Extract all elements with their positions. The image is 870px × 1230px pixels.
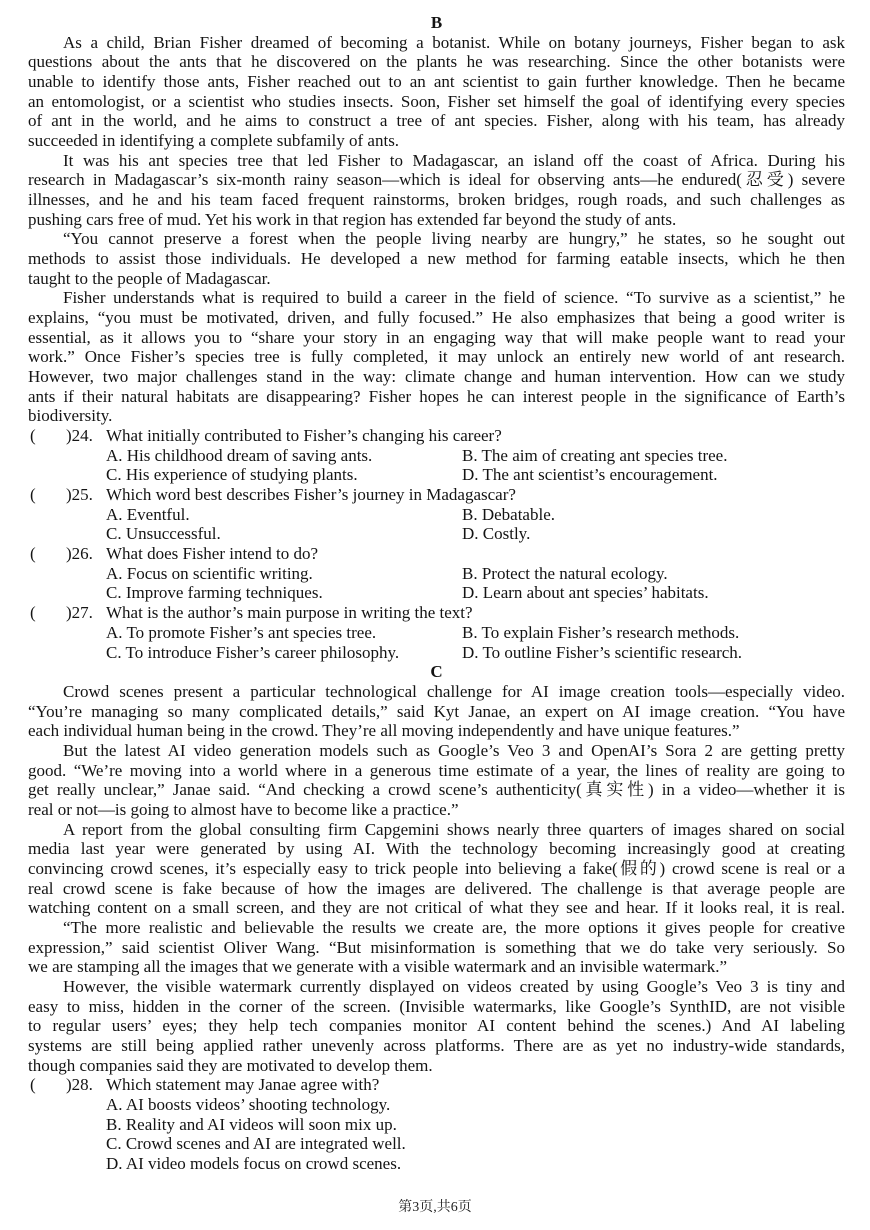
paragraph-b1 xyxy=(28,33,845,151)
paragraph-line: good. “We’re moving into a world where in a generous time estimate of a year, the lines of reality are going to xyxy=(28,760,845,780)
paragraph-line: succeeded in identifying a complete subfamily of ants. xyxy=(28,131,400,151)
option-a: A. To promote Fisher’s ant species tree. xyxy=(106,622,377,642)
option-a: A. Eventful. xyxy=(106,504,190,524)
question-stem-line xyxy=(28,426,845,446)
paragraph-line: essential, as it allows you to “share your story in an engaging way that will make people want to read your xyxy=(28,327,845,347)
paragraph-line: As a child, Brian Fisher dreamed of becoming a botanist. While on botany journeys, Fisher began to ask xyxy=(63,32,845,52)
section-heading-c: C xyxy=(430,662,443,682)
question-27 xyxy=(28,603,845,662)
options-row xyxy=(28,583,845,603)
paragraph-line: biodiversity. xyxy=(28,406,113,426)
answer-blank: ( xyxy=(30,544,36,564)
question-number: )25. xyxy=(66,485,93,505)
question-number: )24. xyxy=(66,426,93,446)
question-stem-line xyxy=(28,603,845,623)
option-a: A. His childhood dream of saving ants. xyxy=(106,445,373,465)
paragraph-line: pushing cars free of mud. Yet his work in that region has extended far beyond the study of ants. xyxy=(28,209,677,229)
paragraph-line: each individual human being in the crowd. They’re all moving independently and have unique features.” xyxy=(28,721,740,741)
paragraph-line: of ant in the world, and he aims to construct a tree of ant species. Fisher, along with his team, has already xyxy=(28,111,845,131)
paragraph-line: convincing crowd scenes, it’s especially easy to trick people into believing a fake(假的) crowd scene is real or a xyxy=(28,858,845,878)
question-stem-line xyxy=(28,1075,845,1095)
paragraph-line: But the latest AI video generation models such as Google’s Veo 3 and OpenAI’s Sora 2 are getting pretty xyxy=(63,740,845,760)
option-b: B. Reality and AI videos will soon mix up. xyxy=(106,1114,397,1134)
paragraph-line: an entomologist, or a scientist who studies insects. Soon, Fisher set himself the goal of identifying every species xyxy=(28,91,845,111)
option-c: C. To introduce Fisher’s career philosophy. xyxy=(106,642,400,662)
paragraph-c1 xyxy=(28,682,845,741)
option-b: B. To explain Fisher’s research methods. xyxy=(462,622,740,642)
question-stem: Which word best describes Fisher’s journey in Madagascar? xyxy=(106,485,516,505)
options-row xyxy=(28,465,845,485)
options-row xyxy=(28,1115,845,1135)
paragraph-line: explains, “you must be motivated, driven, and fully focused.” He also emphasizes that being a good writer is xyxy=(28,308,845,328)
question-stem-line xyxy=(28,485,845,505)
option-b: B. Debatable. xyxy=(462,504,555,524)
options-row xyxy=(28,564,845,584)
question-24 xyxy=(28,426,845,485)
options-row xyxy=(28,643,845,663)
paragraph-line: “You cannot preserve a forest when the people living nearby are hungry,” he states, so he sought out xyxy=(63,229,845,249)
question-stem: Which statement may Janae agree with? xyxy=(106,1075,380,1095)
answer-blank: ( xyxy=(30,485,36,505)
answer-blank: ( xyxy=(30,1075,36,1095)
paragraph-line: media last year were generated by using AI. With the technology becoming increasingly good at creating xyxy=(28,839,845,859)
paragraph-line: ants if their natural habitats are disappearing? Fisher hopes he can interest people in the significance of Earth’s xyxy=(28,386,845,406)
question-stem: What does Fisher intend to do? xyxy=(106,544,318,564)
answer-blank: ( xyxy=(30,603,36,623)
option-d: D. Costly. xyxy=(462,524,531,544)
options-row xyxy=(28,446,845,466)
question-number: )28. xyxy=(66,1075,93,1095)
options-row xyxy=(28,1154,845,1174)
option-c: C. Improve farming techniques. xyxy=(106,583,323,603)
paragraph-line: “The more realistic and believable the results we create are, the more options it gives people for creative xyxy=(63,917,845,937)
option-d: D. To outline Fisher’s scientific research. xyxy=(462,642,743,662)
paragraph-line: real or not—is going to almost have to become like a practice.” xyxy=(28,799,459,819)
paragraph-line: Fisher understands what is required to build a career in the field of science. “To survive as a scientist,” he xyxy=(63,288,845,308)
question-26 xyxy=(28,544,845,603)
paragraph-line: illnesses, and he and his team faced frequent rainstorms, broken bridges, rough roads, and such challenges as xyxy=(28,190,845,210)
option-c: C. Crowd scenes and AI are integrated well. xyxy=(106,1134,406,1154)
paragraph-line: A report from the global consulting firm Capgemini shows nearly three quarters of images shared on social xyxy=(63,819,845,839)
paragraph-line: work.” Once Fisher’s species tree is fully completed, it may unlock an entirely new world of ant research. xyxy=(28,347,845,367)
paragraph-line: systems are still being applied rather unevenly across platforms. There are as yet no industry-wide standards, xyxy=(28,1035,845,1055)
paragraph-c2 xyxy=(28,741,845,820)
paragraph-line: methods to assist those individuals. He developed a new method for farming eatable insects, which he then xyxy=(28,249,845,269)
paragraph-c3 xyxy=(28,820,845,918)
question-stem: What is the author’s main purpose in writing the text? xyxy=(106,603,473,623)
question-25 xyxy=(28,485,845,544)
paragraph-line: It was his ant species tree that led Fisher to Madagascar, an island off the coast of Africa. During his xyxy=(63,150,845,170)
option-c: C. His experience of studying plants. xyxy=(106,465,358,485)
paragraph-line: real crowd scene is fake because of how the images are delivered. The challenge is that average people are xyxy=(28,878,845,898)
options-row xyxy=(28,1095,845,1115)
option-a: A. AI boosts videos’ shooting technology. xyxy=(106,1094,391,1114)
option-d: D. Learn about ant species’ habitats. xyxy=(462,583,709,603)
paragraph-line: However, two major challenges stand in the way: climate change and human intervention. How can we study xyxy=(28,367,845,387)
page-footer: 第3页,共6页 xyxy=(398,1200,472,1215)
paragraph-line: taught to the people of Madagascar. xyxy=(28,268,271,288)
options-row xyxy=(28,623,845,643)
paragraph-line: we are stamping all the images that we generate with a visible watermark and an invisible watermark.” xyxy=(28,957,728,977)
option-b: B. Protect the natural ecology. xyxy=(462,563,668,583)
question-28 xyxy=(28,1075,845,1173)
paragraph-line: Crowd scenes present a particular technological challenge for AI image creation tools—especially video. xyxy=(63,681,845,701)
paragraph-c5 xyxy=(28,977,845,1075)
option-d: D. AI video models focus on crowd scenes. xyxy=(106,1153,402,1173)
option-b: B. The aim of creating ant species tree. xyxy=(462,445,728,465)
paragraph-b2 xyxy=(28,151,845,230)
page-content xyxy=(28,13,845,1174)
paragraph-b4 xyxy=(28,288,845,426)
paragraph-line: though companies said they are motivated to develop them. xyxy=(28,1055,433,1075)
question-number: )26. xyxy=(66,544,93,564)
paragraph-line: get really unclear,” Janae said. “And checking a crowd scene’s authenticity(真实性) in a video—whether it is xyxy=(28,780,845,800)
options-row xyxy=(28,524,845,544)
question-number: )27. xyxy=(66,603,93,623)
paragraph-line: research in Madagascar’s six-month rainy season—which is ideal for observing ants—he endured(忍受) severe xyxy=(28,170,845,190)
option-c: C. Unsuccessful. xyxy=(106,524,221,544)
answer-blank: ( xyxy=(30,426,36,446)
paragraph-line: expression,” said scientist Oliver Wang. “But misinformation is something that we do take very seriously. So xyxy=(28,937,845,957)
paragraph-line: watching content on a small screen, and they are not critical of what they see and hear. If it looks real, it is real. xyxy=(28,898,845,918)
question-stem-line xyxy=(28,544,845,564)
option-a: A. Focus on scientific writing. xyxy=(106,563,313,583)
section-heading-b: B xyxy=(430,13,443,32)
paragraph-line: However, the visible watermark currently displayed on videos created by using Google’s Veo 3 is tiny and xyxy=(63,976,845,996)
option-d: D. The ant scientist’s encouragement. xyxy=(462,465,718,485)
question-stem: What initially contributed to Fisher’s changing his career? xyxy=(106,426,502,446)
paragraph-line: questions about the ants that he discovered on the plants he was researching. Since the other botanists were xyxy=(28,52,845,72)
options-row xyxy=(28,1134,845,1154)
paragraph-line: “You’re managing so many complicated details,” said Kyt Janae, an expert on AI image creation. “You have xyxy=(28,701,845,721)
paragraph-c4 xyxy=(28,918,845,977)
options-row xyxy=(28,505,845,525)
paragraph-line: to regular users’ eyes; they help tech companies monitor AI content behind the scenes.) And AI labeling xyxy=(28,1016,845,1036)
paragraph-line: easy to miss, hidden in the corner of the screen. (Invisible watermarks, like Google’s SynthID, are not visible xyxy=(28,996,845,1016)
paragraph-b3 xyxy=(28,229,845,288)
paragraph-line: unable to identify those ants, Fisher reached out to an ant scientist to gain further knowledge. Then he became xyxy=(28,72,845,92)
